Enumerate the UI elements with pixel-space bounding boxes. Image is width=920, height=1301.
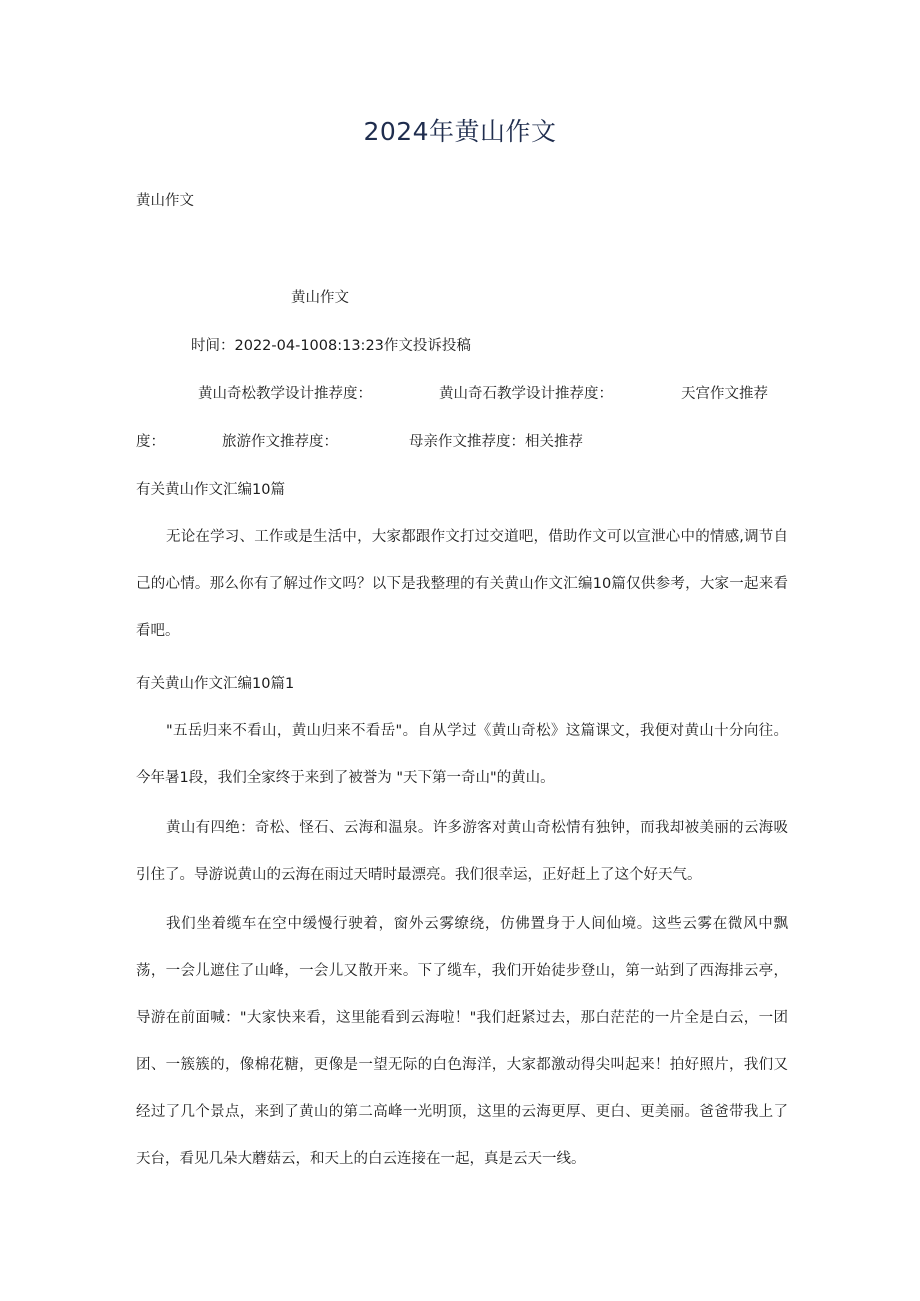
recommend-item-5[interactable]: 母亲作文推荐度：相关推荐 [409, 434, 583, 450]
recommend-item-3[interactable]: 天宫作文推荐 [681, 386, 768, 402]
intro-paragraph: 无论在学习、工作或是生活中，大家都跟作文打过交道吧，借助作文可以宣泄心中的情感,调节自己的心情。那么你有了解过作文吗？以下是我整理的有关黄山作文汇编10篇仅供参考，大家一起来看看吧。 [136, 529, 788, 639]
recommend-item-1[interactable]: 黄山奇松教学设计推荐度： [198, 386, 372, 402]
recommend-item-2[interactable]: 黄山奇石教学设计推荐度： [439, 386, 613, 402]
time-line: 时间：2022-04-1008:13:23作文投诉投稿 [191, 338, 471, 354]
article-1-paragraph-3: 我们坐着缆车在空中缓慢行驶着，窗外云雾缭绕，仿佛置身于人间仙境。这些云雾在微风中飘荡，一会儿遮住了山峰，一会儿又散开来。下了缆车，我们开始徒步登山，第一站到了西海排云亭，导游在前面喊："大家快来看，这里能看到云海啦！"我们赶紧过去，那白茫茫的一片全是白云，一团团、一簇簇的，像棉花糖，更像是一望无际的白色海洋，大家都激动得尖叫起来！拍好照片，我们又经过了几个景点，来到了黄山的第二高峰一光明顶，这里的云海更厚、更白、更美丽。爸爸带我上了天台，看见几朵大蘑菇云，和天上的白云连接在一起，真是云天一线。 [136, 916, 788, 1167]
center-heading: 黄山作文 [291, 290, 349, 306]
document-title: 2024年黄山作文 [363, 117, 557, 146]
collection-heading: 有关黄山作文汇编10篇 [136, 482, 285, 498]
recommend-item-4[interactable]: 旅游作文推荐度： [222, 434, 338, 450]
subtitle: 黄山作文 [136, 193, 194, 209]
recommend-item-3-cont: 度： [136, 434, 165, 450]
article-1-heading: 有关黄山作文汇编10篇1 [136, 676, 295, 692]
article-1-paragraph-2: 黄山有四绝：奇松、怪石、云海和温泉。许多游客对黄山奇松情有独钟，而我却被美丽的云海吸引住了。导游说黄山的云海在雨过天晴时最漂亮。我们很幸运，正好赶上了这个好天气。 [136, 820, 788, 883]
article-1-paragraph-1: "五岳归来不看山，黄山归来不看岳"。自从学过《黄山奇松》这篇课文，我便对黄山十分向往。今年暑1段，我们全家终于来到了被誉为 "天下第一奇山"的黄山。 [136, 723, 788, 786]
